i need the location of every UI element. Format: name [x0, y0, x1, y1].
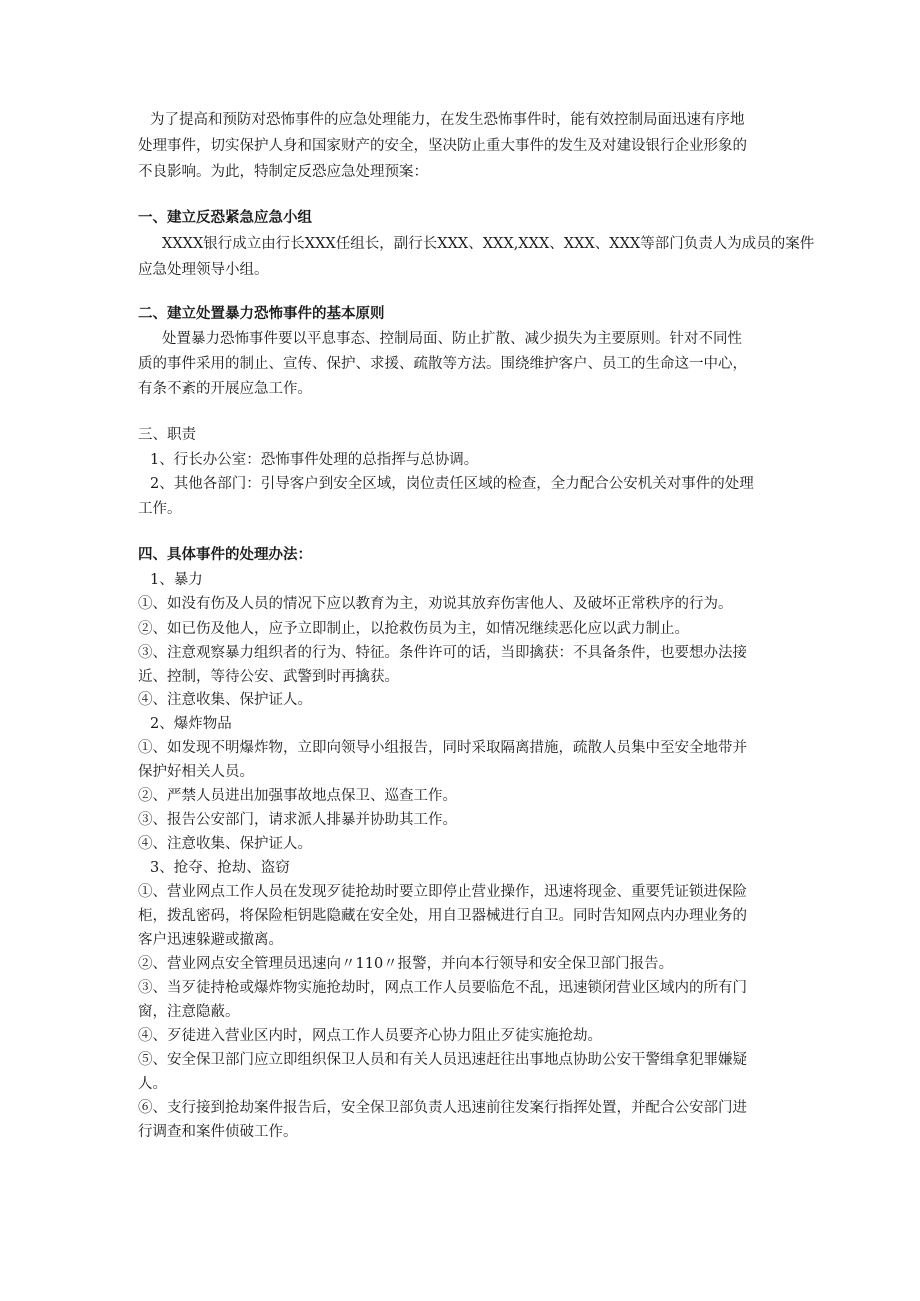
list-line: ④、注意收集、保护证人。	[138, 692, 312, 708]
section-2-line: 有条不紊的开展应急工作。	[138, 381, 312, 397]
list-line: 客户迅速躲避或撤离。	[138, 932, 283, 948]
section-1-heading: 一、建立反恐紧急应急小组	[138, 210, 312, 226]
list-line: 人。	[138, 1076, 167, 1092]
section-3-heading: 三、职责	[138, 427, 196, 443]
section-2-line: 处置暴力恐怖事件要以平息事态、控制局面、防止扩散、减少损失为主要原则。针对不同性	[162, 331, 742, 347]
section-1-line: XXXX银行成立由行长XXX任组长，副行长XXX、XXX,XXX、XXX、XXX等部门负责人为成员的案件	[162, 236, 815, 252]
subheading-violence: 1、暴力	[150, 572, 203, 588]
intro-line: 为了提高和预防对恐怖事件的应急处理能力，在发生恐怖事件时，能有效控制局面迅速有序地	[150, 112, 745, 128]
section-2-line: 质的事件采用的制止、宣传、保护、求援、疏散等方法。围绕维护客户、员工的生命这一中心，	[138, 356, 747, 372]
section-2-heading: 二、建立处置暴力恐怖事件的基本原则	[138, 306, 385, 322]
list-line: ②、如已伤及他人，应予立即制止，以抢救伤员为主，如情况继续恶化应以武力制止。	[138, 621, 689, 637]
intro-line: 不良影响。为此，特制定反恐应急处理预案：	[138, 164, 428, 180]
intro-line: 处理事件，切实保护人身和国家财产的安全，坚决防止重大事件的发生及对建设银行企业形象的	[138, 138, 747, 154]
section-1-line: 应急处理领导小组。	[138, 262, 269, 278]
list-line: ②、营业网点安全管理员迅速向〃110〃报警，并向本行领导和安全保卫部门报告。	[138, 956, 674, 972]
list-line: 近、控制，等待公安、武警到时再擒获。	[138, 669, 399, 685]
section-3-item: 工作。	[138, 501, 182, 517]
list-line: ②、严禁人员进出加强事故地点保卫、巡查工作。	[138, 788, 457, 804]
list-line: 窗，注意隐蔽。	[138, 1004, 240, 1020]
subheading-robbery: 3、抢夺、抢劫、盗窃	[150, 860, 290, 876]
list-line: 保护好相关人员。	[138, 764, 254, 780]
section-3-item: 1、行长办公室：恐怖事件处理的总指挥与总协调。	[150, 452, 479, 468]
section-4-heading: 四、具体事件的处理办法：	[138, 547, 312, 563]
list-line: ③、当歹徒持枪或爆炸物实施抢劫时，网点工作人员要临危不乱，迅速锁闭营业区域内的所有门	[138, 980, 747, 996]
list-line: ③、注意观察暴力组织者的行为、特征。条件许可的话，当即擒获：不具备条件，也要想办法接	[138, 645, 747, 661]
list-line: ④、注意收集、保护证人。	[138, 836, 312, 852]
list-line: 行调查和案件侦破工作。	[138, 1124, 298, 1140]
section-3-item: 2、其他各部门：引导客户到安全区域，岗位责任区域的检查，全力配合公安机关对事件的处理	[150, 476, 754, 492]
list-line: ①、如没有伤及人员的情况下应以教育为主，劝说其放弃伤害他人、及破坏正常秩序的行为。	[138, 596, 733, 612]
list-line: ①、如发现不明爆炸物，立即向领导小组报告，同时采取隔离措施，疏散人员集中至安全地带并	[138, 740, 747, 756]
list-line: 柜，拨乱密码，将保险柜钥匙隐藏在安全处，用自卫器械进行自卫。同时告知网点内办理业务的	[138, 908, 747, 924]
list-line: ⑤、安全保卫部门应立即组织保卫人员和有关人员迅速赶往出事地点协助公安干警缉拿犯罪嫌疑	[138, 1052, 747, 1068]
list-line: ④、歹徒进入营业区内时，网点工作人员要齐心协力阻止歹徒实施抢劫。	[138, 1028, 602, 1044]
list-line: ⑥、支行接到抢劫案件报告后，安全保卫部负责人迅速前往发案行指挥处置，并配合公安部门进	[138, 1100, 747, 1116]
list-line: ③、报告公安部门，请求派人排暴并协助其工作。	[138, 812, 457, 828]
list-line: ①、营业网点工作人员在发现歹徒抢劫时要立即停止营业操作，迅速将现金、重要凭证锁进保险	[138, 884, 747, 900]
subheading-explosives: 2、爆炸物品	[150, 716, 232, 732]
